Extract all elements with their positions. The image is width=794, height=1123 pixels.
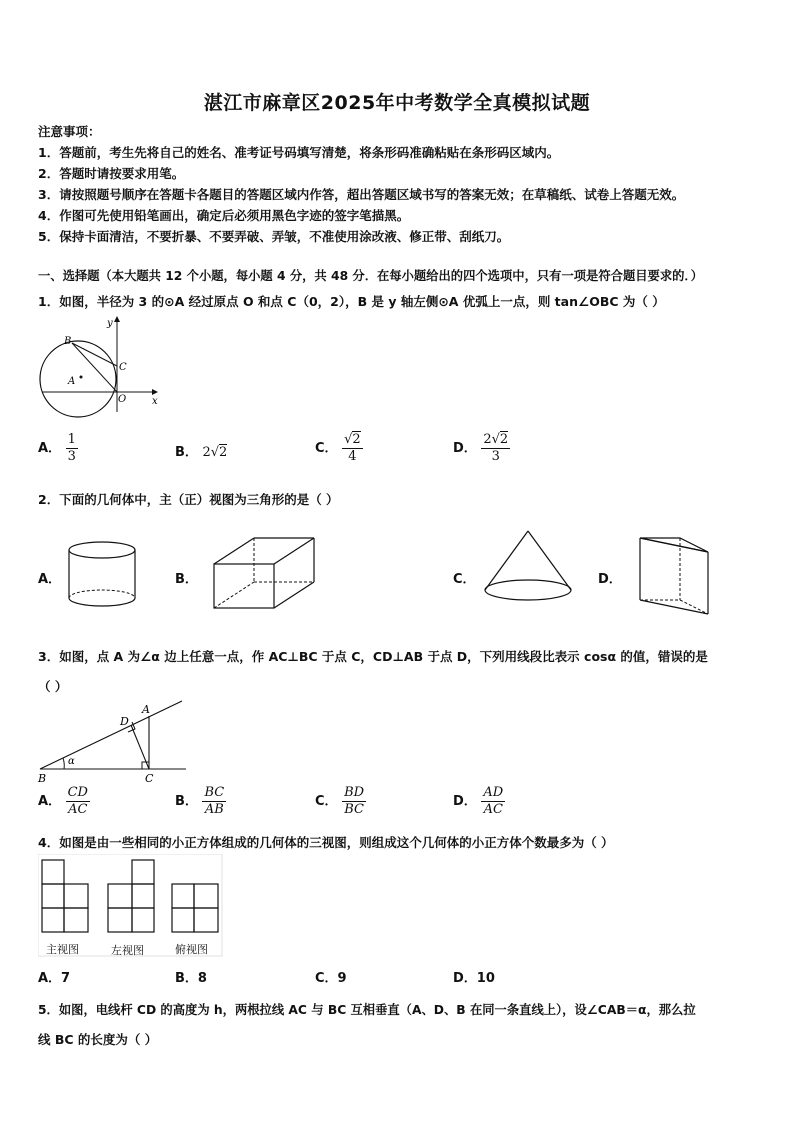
q3-option-a[interactable]: A． $\frac{CD}{AC}$ xyxy=(38,785,88,817)
q3-figure xyxy=(34,696,194,788)
q1-label-y: y xyxy=(107,318,113,329)
q2-option-a-label[interactable]: A． xyxy=(38,572,62,587)
q1-option-b[interactable]: B． 2√2 xyxy=(175,445,228,460)
q3-label-A: A xyxy=(142,703,150,716)
question-3-stem-cont: （ ） xyxy=(38,679,68,694)
q3-option-d[interactable]: D． $\frac{AD}{AC}$ xyxy=(453,785,504,817)
q3-option-c[interactable]: C． $\frac{BD}{BC}$ xyxy=(315,785,365,817)
question-5-stem: 5．如图，电线杆 CD 的高度为 h，两根拉线 AC 与 BC 互相垂直（A、D、B 在同一条直线上），设∠CAB＝α，那么拉 xyxy=(38,1003,696,1017)
section-heading: 一、选择题（本大题共 12 个小题，每小题 4 分，共 48 分．在每小题给出的四个选项中，只有一项是符合题目要求的．） xyxy=(38,269,703,283)
notice-item-2: 2．答题时请按要求用笔。 xyxy=(38,166,185,181)
q4-option-b[interactable]: B．8 xyxy=(175,971,207,986)
q4-left-view-label: 左视图 xyxy=(111,944,144,957)
q1-option-a[interactable]: A． $\frac{1}{3}$ xyxy=(38,432,76,464)
q2-cylinder-figure xyxy=(66,540,140,610)
q2-cuboid-figure xyxy=(210,534,320,612)
question-3-stem: 3．如图，点 A 为∠α 边上任意一点，作 AC⊥BC 于点 C，CD⊥AB 于点 D，下列用线段比表示 cosα 的值，错误的是 xyxy=(38,649,708,664)
q4-option-a[interactable]: A．7 xyxy=(38,971,71,986)
q4-top-view-label: 俯视图 xyxy=(175,943,208,956)
question-4-stem: 4．如图是由一些相同的小正方体组成的几何体的三视图，则组成这个几何体的小正方体个数最多为（ ） xyxy=(38,835,614,850)
q1-label-C: C xyxy=(119,362,127,373)
q4-front-view-label: 主视图 xyxy=(46,943,79,956)
question-5-stem-cont: 线 BC 的长度为（ ） xyxy=(38,1032,158,1047)
q2-option-b-label[interactable]: B． xyxy=(175,572,198,587)
notice-heading: 注意事项： xyxy=(38,124,101,139)
q4-option-c[interactable]: C．9 xyxy=(315,971,347,986)
q3-label-C: C xyxy=(145,772,154,785)
q3-label-alpha: α xyxy=(68,756,75,767)
question-2-stem: 2．下面的几何体中，主（正）视图为三角形的是（ ） xyxy=(38,492,339,507)
q2-cone-figure xyxy=(480,528,576,604)
q4-option-d[interactable]: D．10 xyxy=(453,971,495,986)
q3-label-D: D xyxy=(120,715,129,728)
notice-item-5: 5．保持卡面清洁，不要折暴、不要弄破、弄皱，不准使用涂改液、修正带、刮纸刀。 xyxy=(38,229,510,244)
question-1-stem: 1．如图，半径为 3 的⊙A 经过原点 O 和点 C（0，2），B 是 y 轴左侧⊙A 优弧上一点，则 tan∠OBC 为（ ） xyxy=(38,294,665,309)
q1-label-B: B xyxy=(64,336,72,347)
notice-item-4: 4．作图可先使用铅笔画出，确定后必须用黑色字迹的签字笔描黑。 xyxy=(38,208,410,223)
q1-figure xyxy=(34,312,164,422)
q3-label-B: B xyxy=(38,772,47,785)
q2-option-c-label[interactable]: C． xyxy=(453,572,476,587)
q1-option-c[interactable]: C． $\frac{√2}{4}$ xyxy=(315,432,361,464)
notice-item-1: 1．答题前，考生先将自己的姓名、准考证号码填写清楚，将条形码准确粘贴在条形码区域内。 xyxy=(38,145,560,160)
q1-label-O: O xyxy=(118,394,127,405)
q2-prism-figure xyxy=(636,534,716,618)
notice-item-3: 3．请按照题号顺序在答题卡各题目的答题区域内作答，超出答题区域书写的答案无效；在草稿纸、试卷上答题无效。 xyxy=(38,187,685,202)
q1-label-x: x xyxy=(152,396,158,407)
q2-option-d-label[interactable]: D． xyxy=(598,572,622,587)
page-title: 湛江市麻章区2025年中考数学全真模拟试题 xyxy=(203,92,591,114)
q1-option-d[interactable]: D． $\frac{2√2}{3}$ xyxy=(453,432,509,464)
q3-option-b[interactable]: B． $\frac{BC}{AB}$ xyxy=(175,785,225,817)
q1-label-A: A xyxy=(68,376,76,387)
